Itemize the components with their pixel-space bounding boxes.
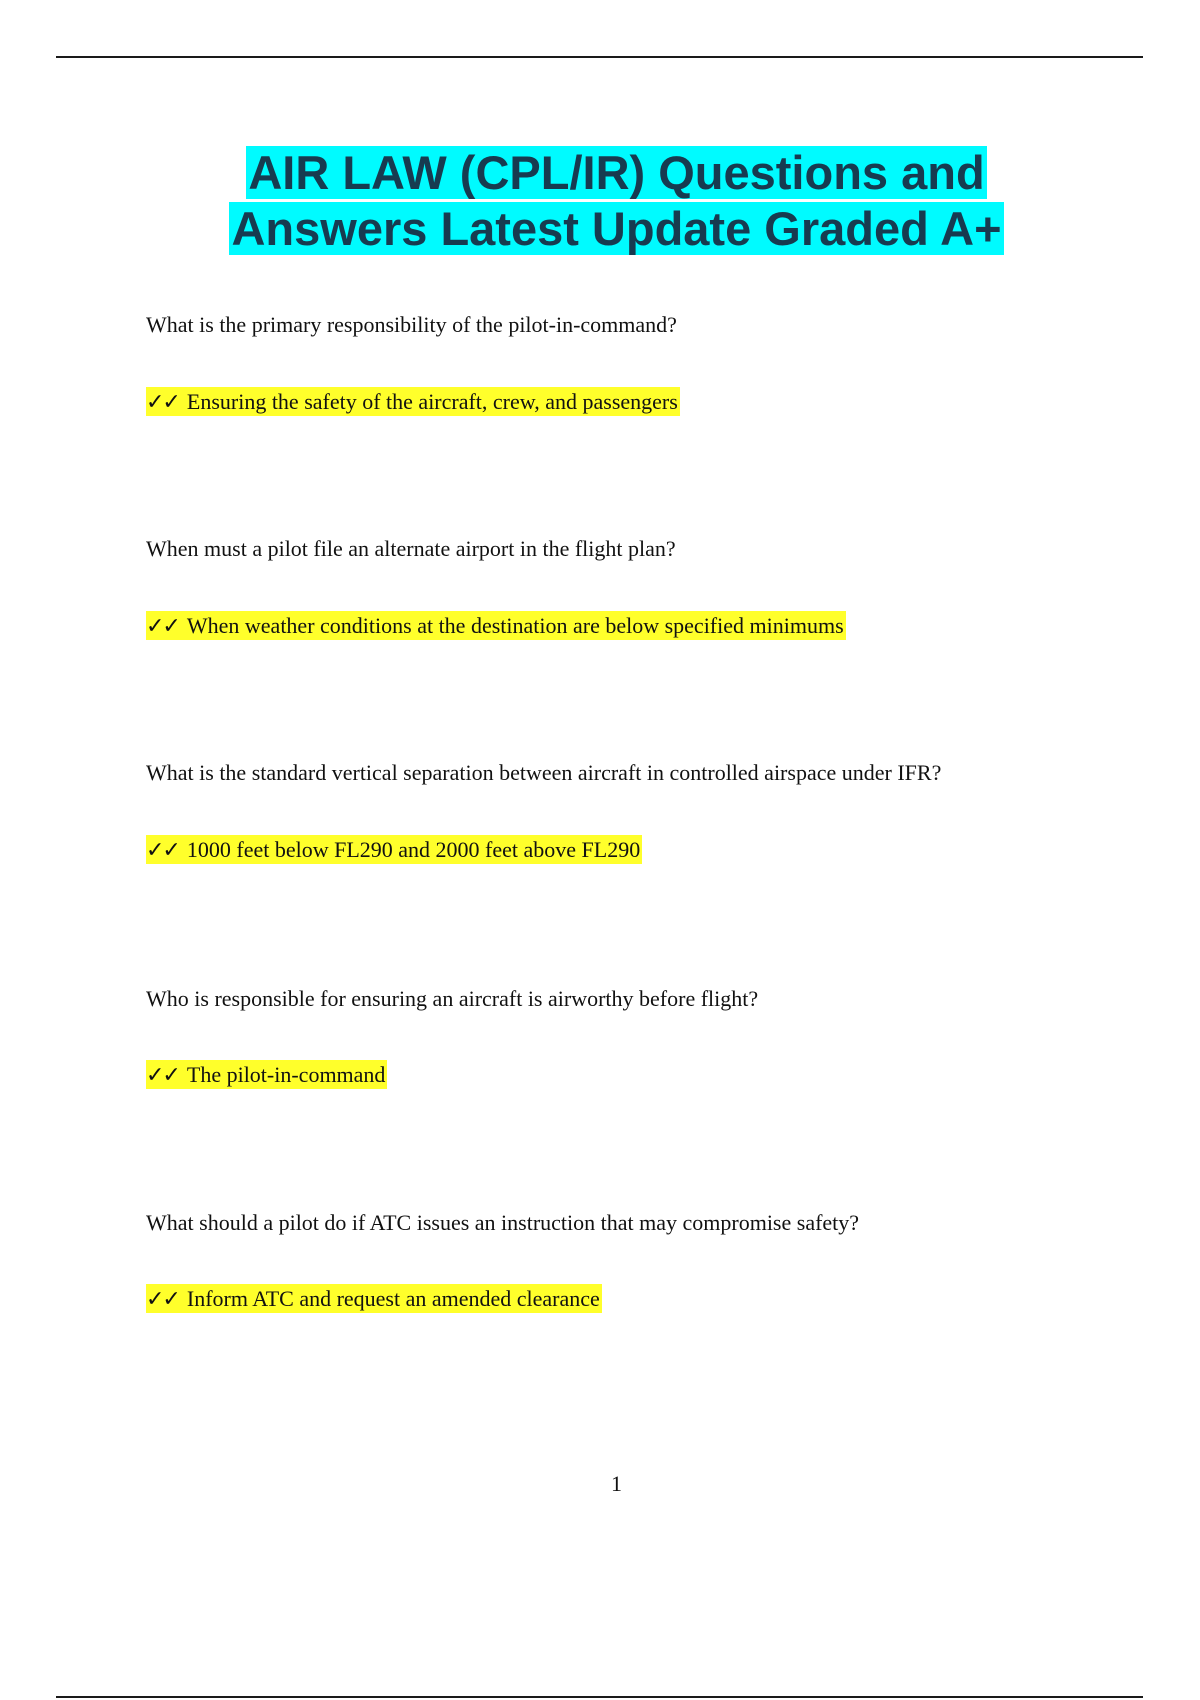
question-text: What should a pilot do if ATC issues an instruction that may compromise safety?	[146, 1210, 860, 1235]
answer-text	[146, 835, 642, 866]
answer-highlight	[146, 387, 680, 416]
check-icon: ✓✓	[146, 390, 179, 415]
answer-label: 1000 feet below FL290 and 2000 feet above FL290	[186, 837, 641, 862]
answer-text	[146, 387, 680, 418]
question-text: What is the standard vertical separation between aircraft in controlled airspace under IFR?	[146, 760, 942, 785]
answer-highlight	[146, 1060, 387, 1089]
answer-label: When weather conditions at the destination are below specified minimums	[186, 613, 844, 638]
answer-text	[146, 611, 846, 642]
bottom-rule	[56, 1696, 1143, 1698]
answer-label: The pilot-in-command	[186, 1062, 386, 1087]
check-icon: ✓✓	[146, 1287, 179, 1312]
answer-text	[146, 1060, 387, 1091]
answer-highlight	[146, 1284, 602, 1313]
answer-highlight	[146, 835, 642, 864]
answer-label: Inform ATC and request an amended clearance	[186, 1286, 600, 1311]
check-icon: ✓✓	[146, 1063, 179, 1088]
check-icon: ✓✓	[146, 838, 179, 863]
title-line-1: AIR LAW (CPL/IR) Questions and	[248, 146, 985, 199]
question-text: When must a pilot file an alternate airport in the flight plan?	[146, 536, 676, 561]
document-title	[0, 145, 1200, 257]
answer-text	[146, 1284, 602, 1315]
answer-highlight	[146, 611, 846, 640]
page-number: 1	[611, 1471, 622, 1496]
check-icon: ✓✓	[146, 614, 179, 639]
title-line-2: Answers Latest Update Graded A+	[231, 202, 1002, 255]
question-text: What is the primary responsibility of the pilot-in-command?	[146, 312, 677, 337]
answer-label: Ensuring the safety of the aircraft, crew, and passengers	[186, 389, 678, 414]
top-rule	[56, 56, 1143, 58]
question-text: Who is responsible for ensuring an aircraft is airworthy before flight?	[146, 986, 759, 1011]
